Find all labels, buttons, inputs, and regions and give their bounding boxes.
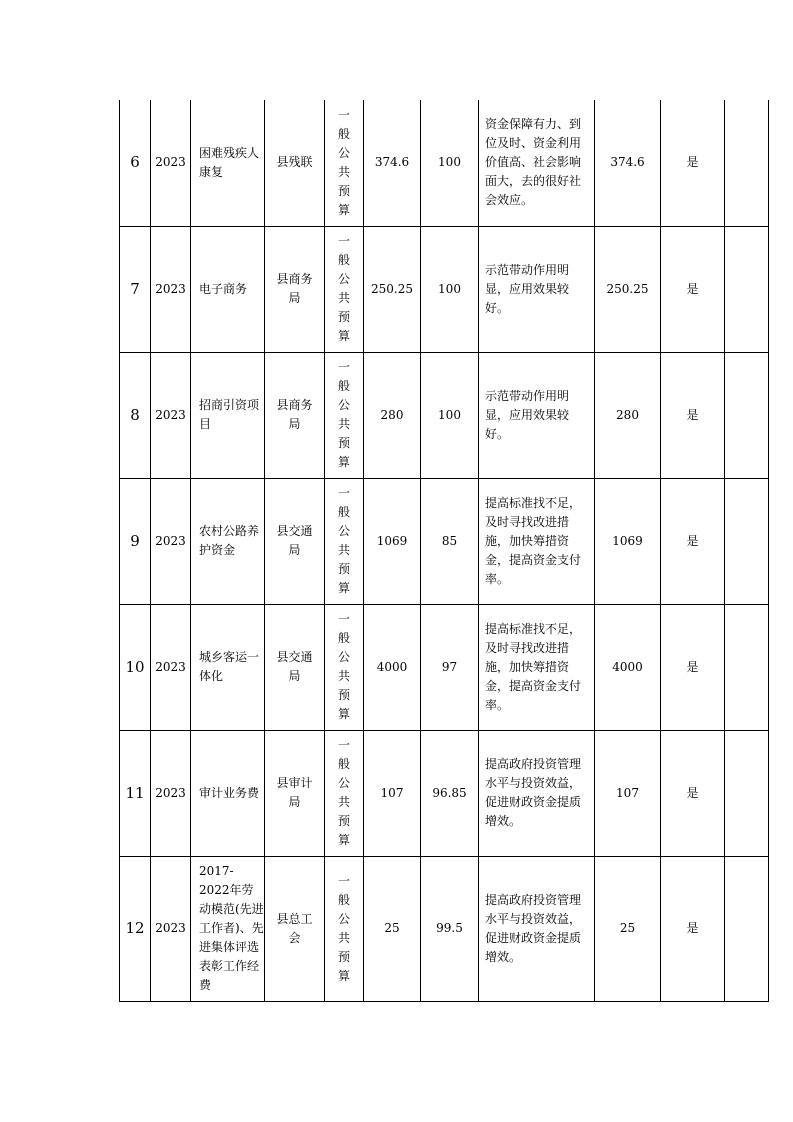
amount-cell: 374.6 (595, 100, 661, 226)
fund-type-text: 一般公共预算 (337, 360, 350, 469)
year-cell: 2023 (151, 100, 191, 226)
note-cell (725, 100, 769, 226)
table-row (120, 856, 769, 1001)
rate-cell: 96.85 (421, 730, 479, 856)
fund-type-text: 一般公共预算 (337, 873, 350, 983)
flag-cell: 是 (661, 478, 725, 604)
evaluation-cell: 提高标准找不足，及时寻找改进措施，加快筹措资金，提高资金支付率。 (479, 478, 595, 604)
fund-type-text: 一般公共预算 (337, 486, 350, 595)
amount-cell: 107 (595, 730, 661, 856)
table-body (120, 100, 769, 1001)
rate-cell: 97 (421, 604, 479, 730)
department-text: 县交通局 (276, 524, 313, 557)
row-number: 6 (120, 100, 151, 226)
row-number: 11 (120, 730, 151, 856)
department-cell (265, 730, 325, 856)
fund-type-cell (325, 730, 364, 856)
note-cell (725, 856, 769, 1001)
department-cell (265, 100, 325, 226)
flag-cell: 是 (661, 226, 725, 352)
year-cell: 2023 (151, 478, 191, 604)
budget-cell: 107 (364, 730, 421, 856)
budget-cell: 374.6 (364, 100, 421, 226)
row-number: 10 (120, 604, 151, 730)
evaluation-cell: 提高标准找不足，及时寻找改进措施，加快筹措资金，提高资金支付率。 (479, 604, 595, 730)
project-name-cell: 城乡客运一体化 (191, 604, 265, 730)
amount-cell: 280 (595, 352, 661, 478)
rate-cell: 99.5 (421, 856, 479, 1001)
fund-type-cell (325, 604, 364, 730)
evaluation-cell: 示范带动作用明显，应用效果较好。 (479, 226, 595, 352)
project-name-cell: 2017-2022年劳动模范(先进工作者)、先进集体评选表彰工作经费 (191, 856, 265, 1001)
year-cell: 2023 (151, 730, 191, 856)
project-name-cell: 农村公路养护资金 (191, 478, 265, 604)
budget-cell: 25 (364, 856, 421, 1001)
year-cell: 2023 (151, 226, 191, 352)
row-number: 12 (120, 856, 151, 1001)
note-cell (725, 226, 769, 352)
rate-cell: 100 (421, 226, 479, 352)
department-text: 县残联 (276, 155, 313, 170)
table-row (120, 226, 769, 352)
department-cell (265, 604, 325, 730)
note-cell (725, 352, 769, 478)
table-row (120, 100, 769, 226)
department-text: 县总工会 (276, 911, 313, 945)
table-row (120, 352, 769, 478)
fund-type-cell (325, 352, 364, 478)
project-performance-table (119, 100, 769, 1002)
fund-type-text: 一般公共预算 (337, 107, 350, 217)
fund-type-text: 一般公共预算 (337, 738, 350, 847)
row-number: 9 (120, 478, 151, 604)
rate-cell: 85 (421, 478, 479, 604)
note-cell (725, 604, 769, 730)
fund-type-cell (325, 478, 364, 604)
rate-cell: 100 (421, 352, 479, 478)
note-cell (725, 730, 769, 856)
project-name-cell: 招商引资项目 (191, 352, 265, 478)
department-text: 县审计局 (276, 776, 313, 809)
year-cell: 2023 (151, 604, 191, 730)
fund-type-text: 一般公共预算 (337, 234, 350, 343)
project-name-cell: 电子商务 (191, 226, 265, 352)
department-cell (265, 856, 325, 1001)
flag-cell: 是 (661, 352, 725, 478)
fund-type-cell (325, 226, 364, 352)
fund-type-text: 一般公共预算 (337, 612, 350, 721)
note-cell (725, 478, 769, 604)
budget-cell: 1069 (364, 478, 421, 604)
amount-cell: 1069 (595, 478, 661, 604)
flag-cell: 是 (661, 730, 725, 856)
flag-cell: 是 (661, 856, 725, 1001)
department-cell (265, 478, 325, 604)
project-name-cell: 困难残疾人康复 (191, 100, 265, 226)
budget-cell: 280 (364, 352, 421, 478)
fund-type-cell (325, 856, 364, 1001)
department-text: 县交通局 (276, 650, 313, 683)
amount-cell: 25 (595, 856, 661, 1001)
budget-cell: 4000 (364, 604, 421, 730)
project-name-cell: 审计业务费 (191, 730, 265, 856)
project-performance-table-page (119, 100, 767, 1002)
department-cell (265, 352, 325, 478)
department-text: 县商务局 (276, 272, 313, 305)
table-row (120, 604, 769, 730)
row-number: 8 (120, 352, 151, 478)
rate-cell: 100 (421, 100, 479, 226)
fund-type-cell (325, 100, 364, 226)
evaluation-cell: 提高政府投资管理水平与投资效益，促进财政资金提质增效。 (479, 856, 595, 1001)
department-cell (265, 226, 325, 352)
evaluation-cell: 提高政府投资管理水平与投资效益，促进财政资金提质增效。 (479, 730, 595, 856)
year-cell: 2023 (151, 856, 191, 1001)
evaluation-cell: 资金保障有力、到位及时、资金利用价值高、社会影响面大，去的很好社会效应。 (479, 100, 595, 226)
department-text: 县商务局 (276, 398, 313, 431)
table-row (120, 478, 769, 604)
row-number: 7 (120, 226, 151, 352)
flag-cell: 是 (661, 604, 725, 730)
table-row (120, 730, 769, 856)
year-cell: 2023 (151, 352, 191, 478)
evaluation-cell: 示范带动作用明显，应用效果较好。 (479, 352, 595, 478)
budget-cell: 250.25 (364, 226, 421, 352)
amount-cell: 250.25 (595, 226, 661, 352)
amount-cell: 4000 (595, 604, 661, 730)
flag-cell: 是 (661, 100, 725, 226)
